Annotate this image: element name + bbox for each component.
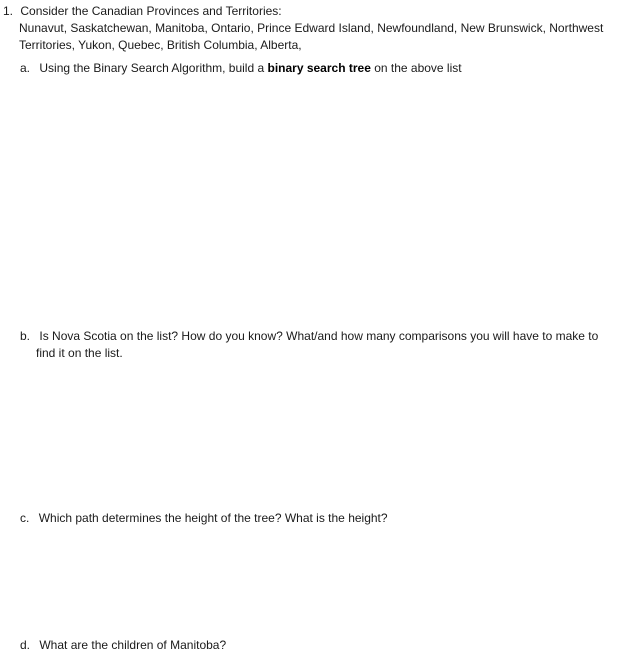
part-a-text-before: Using the Binary Search Algorithm, build a	[39, 61, 268, 75]
part-a-label: a.	[20, 61, 31, 75]
province-list-line-2: Territories, Yukon, Quebec, British Columbia, Alberta,	[19, 38, 302, 52]
part-d	[20, 637, 226, 653]
part-c-text: Which path determines the height of the tree? What is the height?	[38, 511, 388, 525]
part-d-text: What are the children of Manitoba?	[39, 638, 227, 652]
question-prompt: Consider the Canadian Provinces and Territories:	[20, 4, 282, 18]
part-a	[20, 60, 462, 76]
part-b-label: b.	[20, 329, 31, 343]
part-d-label: d.	[20, 638, 31, 652]
question-1-header	[3, 3, 282, 19]
part-c-label: c.	[20, 511, 30, 525]
province-list-line-1: Nunavut, Saskatchewan, Manitoba, Ontario, Prince Edward Island, Newfoundland, New Brunswick, Northwest	[19, 21, 604, 35]
part-b-line-1: Is Nova Scotia on the list? How do you know? What/and how many comparisons you will have to make to	[39, 329, 599, 343]
question-number: 1.	[3, 4, 14, 18]
part-c	[20, 510, 388, 526]
part-b	[20, 328, 598, 344]
part-a-text-bold: binary search tree	[267, 61, 371, 75]
part-b-line-2: find it on the list.	[36, 346, 123, 360]
part-a-text-after: on the above list	[370, 61, 462, 75]
part-a-text	[39, 61, 461, 75]
